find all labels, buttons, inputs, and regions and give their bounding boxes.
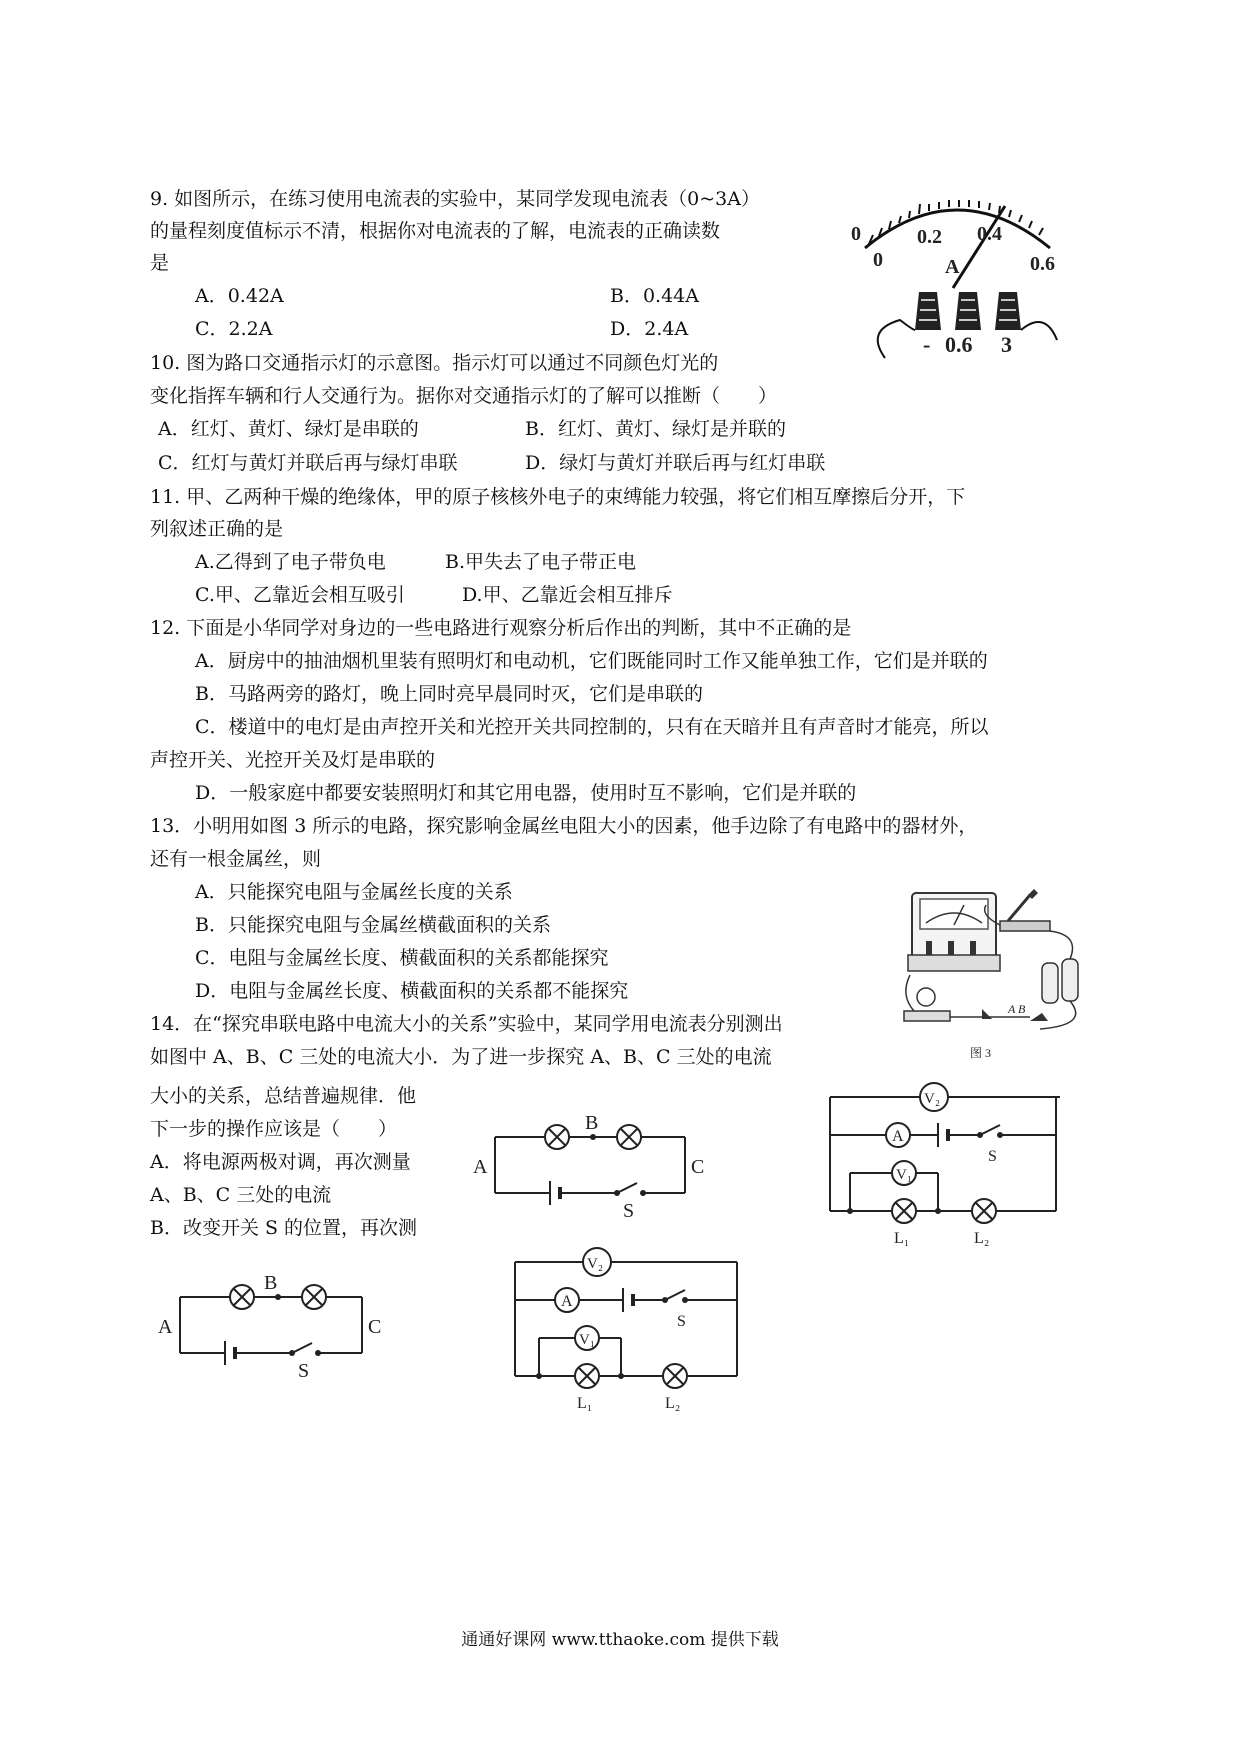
q9-line-2: 的量程刻度值标示不清，根据你对电流表的了解，电流表的正确读数 [150,220,721,242]
circuit2-label-c: C [368,1316,382,1338]
meter-tick-0: 0 [873,249,883,271]
q11-option-b: B.甲失去了电子带正电 [445,551,637,573]
q11-option-c: C.甲、乙靠近会相互吸引 [195,584,405,606]
circuit2-label-s: S [298,1360,310,1380]
series-circuit-diagram-1 [465,1105,715,1220]
q10-option-b: B．红灯、黄灯、绿灯是并联的 [525,418,786,440]
meter-unit: A [945,256,960,278]
circuit4-l1-label: L₁ [577,1395,593,1412]
q14-line-6: A、B、C 三处的电流 [150,1184,332,1206]
circuit4-ammeter-label: A [561,1293,573,1310]
q12-option-c-line-2: 声控开关、光控开关及灯是串联的 [150,749,436,771]
q10-option-c: C．红灯与黄灯并联后再与绿灯串联 [158,452,458,474]
q12-line-1: 12. 下面是小华同学对身边的一些电路进行观察分析后作出的判断，其中不正确的是 [150,617,852,639]
q9-option-a: A．0.42A [195,285,284,307]
series-circuit-diagram-2 [150,1265,400,1380]
q9-option-c: C．2.2A [195,318,273,340]
q14-line-7: B．改变开关 S 的位置，再次测 [150,1217,418,1239]
q14-line-2: 如图中 A、B、C 三处的电流大小．为了进一步探究 A、B、C 三处的电流 [150,1046,772,1068]
terminal-negative: - [923,332,931,357]
circuit1-label-c: C [691,1156,705,1178]
figure-3-caption: 图 3 [970,1046,992,1060]
q11-line-2: 列叙述正确的是 [150,518,284,540]
circuit3-l1-label: L₁ [894,1230,910,1247]
q9-line-1: 9. 如图所示，在练习使用电流表的实验中，某同学发现电流表（0~3A） [150,188,760,210]
meter-tick-0-6: 0.6 [1030,253,1055,275]
page-footer: 通通好课网 www.tthaoke.com 提供下载 [461,1630,779,1650]
q10-option-a: A．红灯、黄灯、绿灯是串联的 [158,418,419,440]
meter-tick-0-outer: 0 [851,223,861,245]
q13-line-2: 还有一根金属丝，则 [150,848,322,870]
circuit3-switch-label: S [988,1148,997,1165]
q12-option-c-line-1: C．楼道中的电灯是由声控开关和光控开关共同控制的，只有在天暗并且有声音时才能亮，所以 [195,716,989,738]
circuit4-v1-label: V₁ [579,1332,596,1348]
circuit3-v1-label: V₁ [896,1167,913,1183]
voltmeter-circuit-diagram-1 [820,1075,1060,1250]
q9-line-3: 是 [150,252,170,274]
circuit4-v2-label: V₂ [587,1256,604,1272]
circuit4-l2-label: L₂ [665,1395,681,1412]
circuit4-switch-label: S [677,1313,686,1330]
terminal-0-6: 0.6 [945,332,973,357]
q9-option-b: B．0.44A [610,285,699,307]
circuit2-label-b: B [264,1272,278,1294]
circuit1-label-b: B [585,1112,599,1134]
q13-option-c: C．电阻与金属丝长度、横截面积的关系都能探究 [195,947,609,969]
q14-line-3: 大小的关系，总结普遍规律．他 [150,1085,417,1107]
q9-option-d: D．2.4A [610,318,689,340]
figure-3-label-b: B [1018,1002,1026,1016]
q13-option-d: D．电阻与金属丝长度、横截面积的关系都不能探究 [195,980,629,1002]
q13-line-1: 13．小明用如图 3 所示的电路，探究影响金属丝电阻大小的因素，他手边除了有电路中的器材外， [150,815,978,837]
q10-line-1: 10. 图为路口交通指示灯的示意图。指示灯可以通过不同颜色灯光的 [150,352,719,374]
figure-3-apparatus [890,885,1120,1075]
terminal-3: 3 [1001,332,1012,357]
q14-line-1: 14．在“探究串联电路中电流大小的关系”实验中，某同学用电流表分别测出 [150,1013,783,1035]
q14-line-5: A．将电源两极对调，再次测量 [150,1151,411,1173]
circuit1-label-s: S [623,1200,635,1220]
circuit2-label-a: A [158,1316,173,1338]
q11-line-1: 11. 甲、乙两种干燥的绝缘体，甲的原子核核外电子的束缚能力较强，将它们相互摩擦后分开，下 [150,486,966,508]
q13-option-a: A．只能探究电阻与金属丝长度的关系 [195,881,513,903]
q12-option-d: D．一般家庭中都要安装照明灯和其它用电器，使用时互不影响，它们是并联的 [195,782,857,804]
q11-option-d: D.甲、乙靠近会相互排斥 [462,584,673,606]
q13-option-b: B．只能探究电阻与金属丝横截面积的关系 [195,914,551,936]
figure-3-label-a: A [1008,1002,1016,1016]
meter-tick-0-2: 0.2 [917,226,942,248]
q12-option-b: B．马路两旁的路灯，晚上同时亮早晨同时灭，它们是串联的 [195,683,703,705]
ammeter-figure [845,180,1075,365]
q12-option-a: A．厨房中的抽油烟机里装有照明灯和电动机，它们既能同时工作又能单独工作，它们是并联的 [195,650,988,672]
q10-option-d: D．绿灯与黄灯并联后再与红灯串联 [525,452,826,474]
q11-option-a: A.乙得到了电子带负电 [195,551,386,573]
q10-line-2: 变化指挥车辆和行人交通行为。据你对交通指示灯的了解可以推断（ ） [150,385,778,407]
q14-line-4: 下一步的操作应该是（ ） [150,1118,398,1140]
circuit3-l2-label: L₂ [974,1230,990,1247]
circuit3-ammeter-label: A [892,1128,904,1145]
circuit1-label-a: A [473,1156,488,1178]
circuit3-v2-label: V₂ [924,1091,941,1107]
voltmeter-circuit-diagram-2 [505,1240,745,1415]
meter-tick-0-4: 0.4 [977,223,1002,245]
